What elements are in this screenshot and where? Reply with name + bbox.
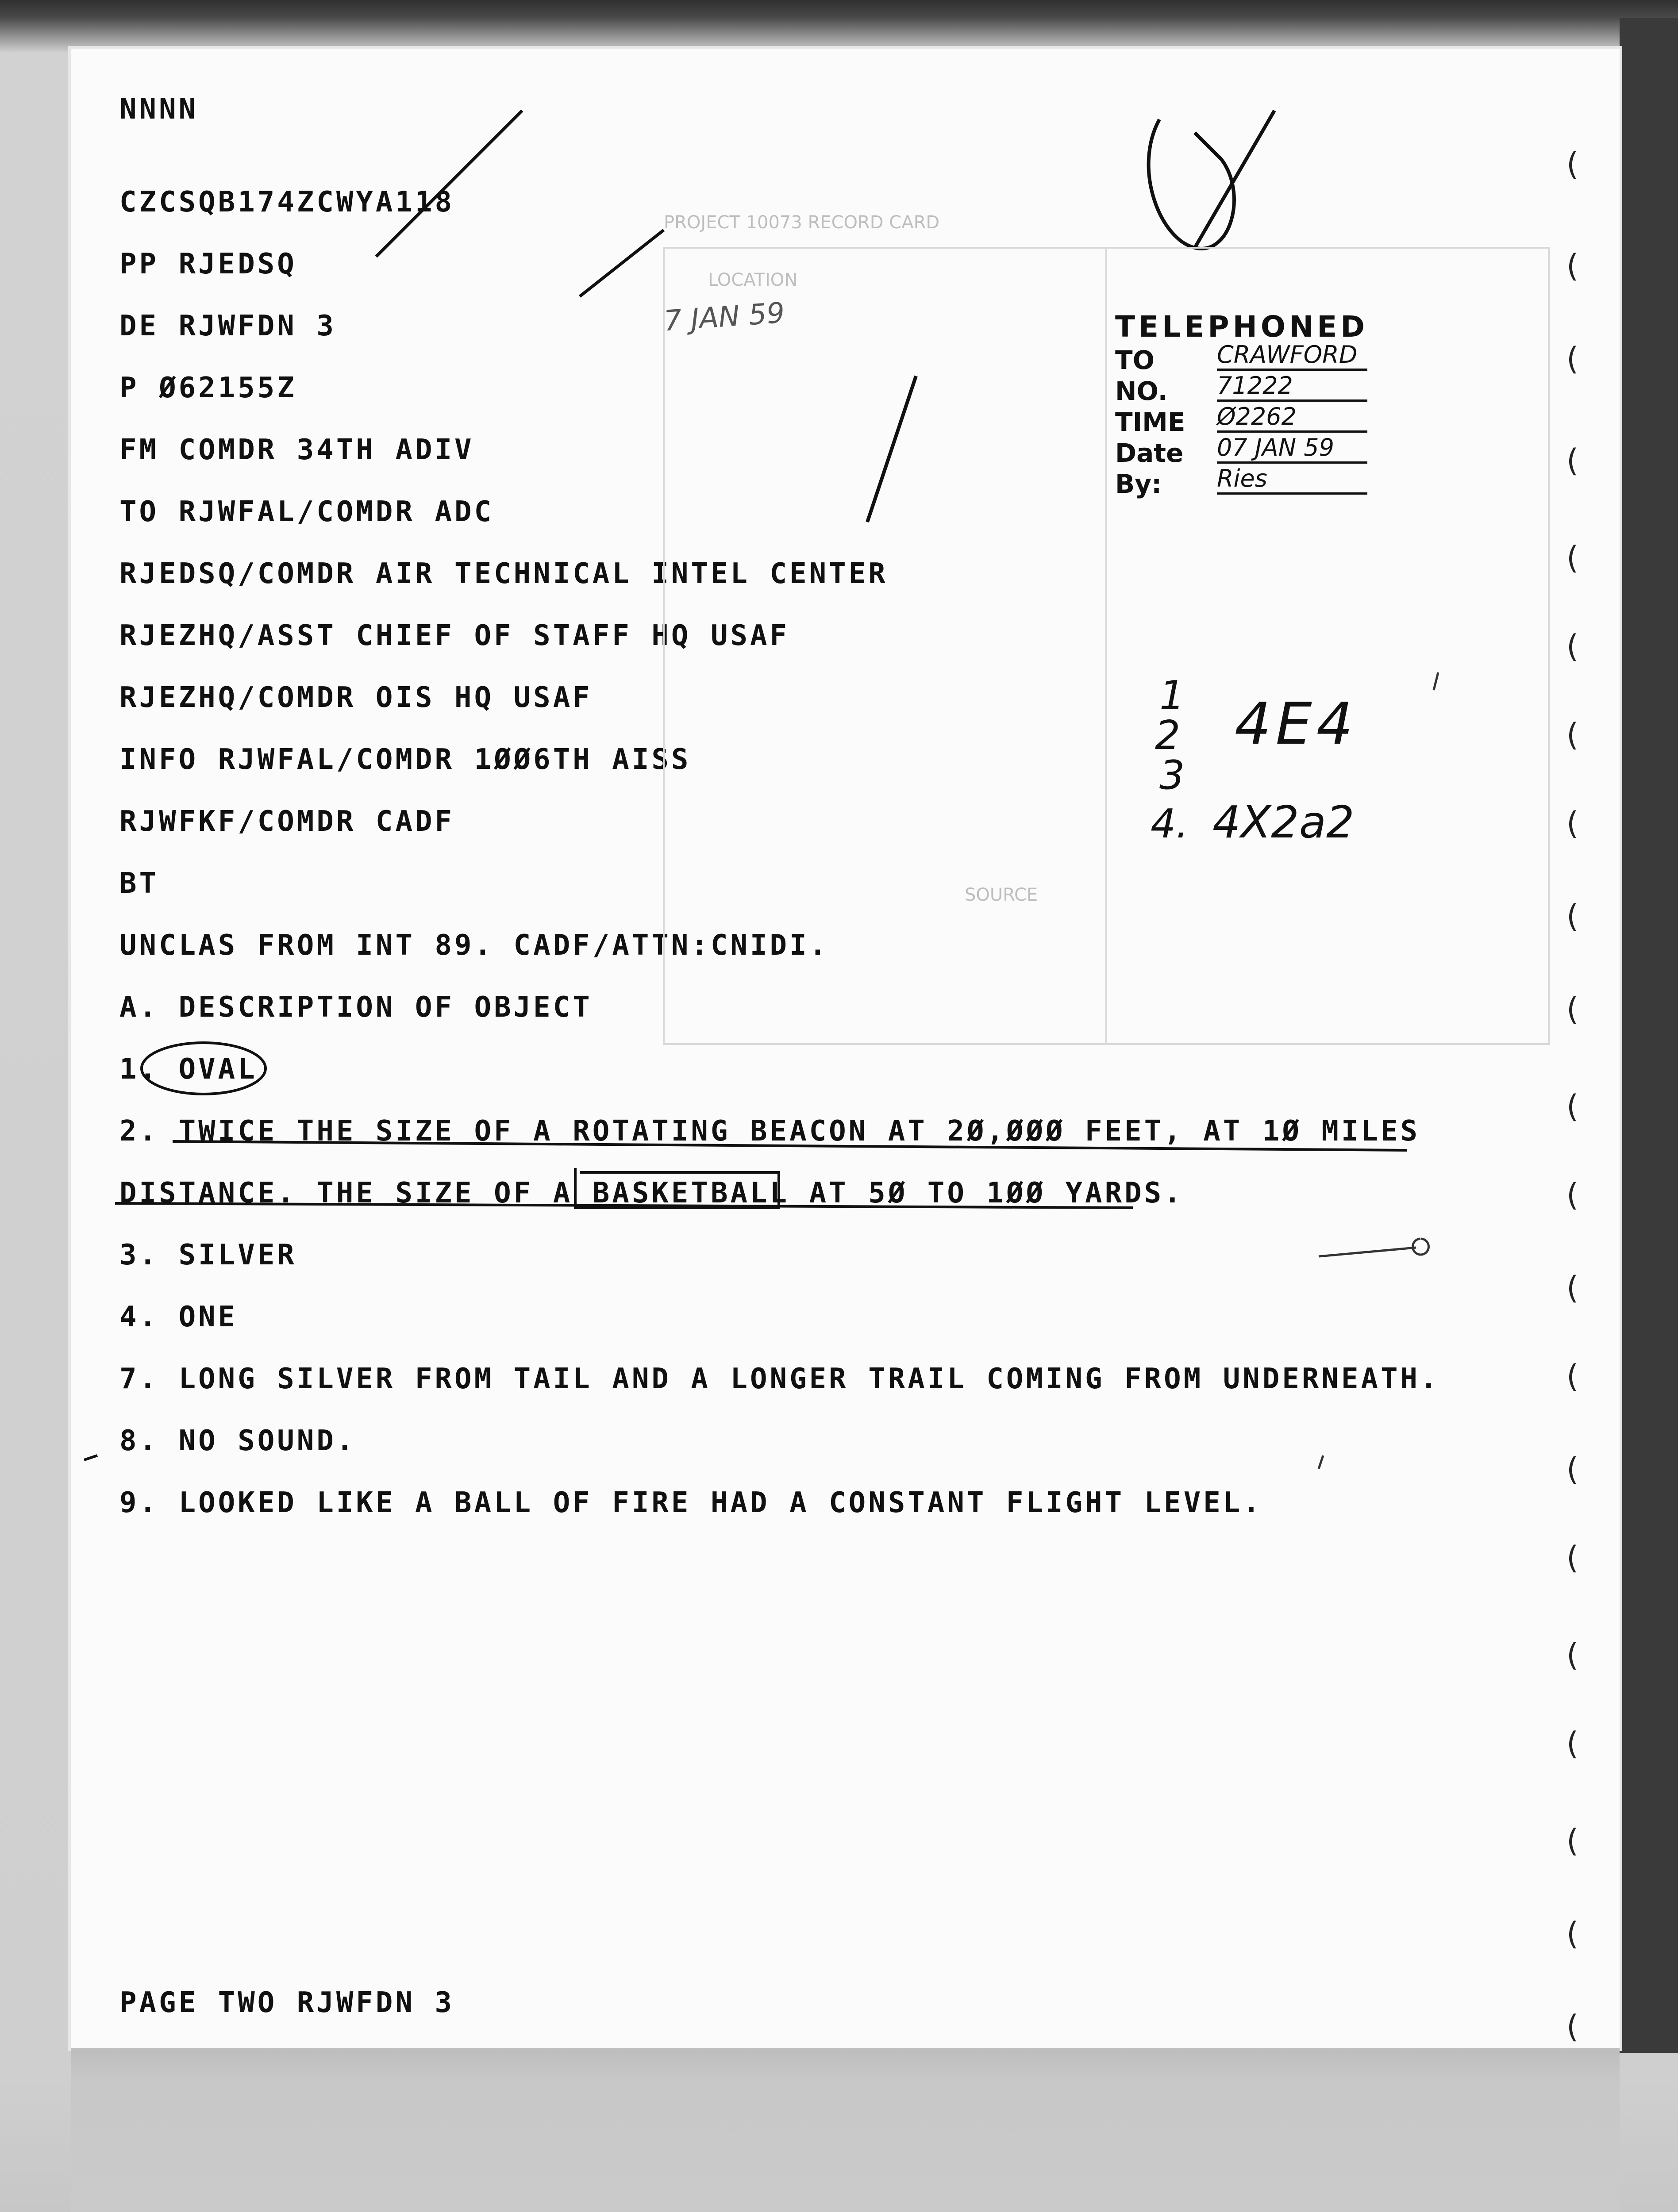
feed-hole: (	[1566, 717, 1579, 753]
feed-hole: (	[1566, 1451, 1579, 1487]
feed-hole: (	[1566, 1725, 1579, 1762]
feed-hole: (	[1566, 1637, 1579, 1673]
feed-hole: (	[1566, 146, 1579, 182]
feed-hole: (	[1566, 1088, 1579, 1125]
feed-hole: (	[1566, 805, 1579, 841]
handwritten-note-3: 3	[1159, 752, 1185, 799]
section-heading: A. DESCRIPTION OF OBJECT	[119, 991, 593, 1024]
feed-hole: (	[1566, 1823, 1579, 1859]
stamp-time-value: Ø2262	[1217, 403, 1367, 433]
feed-hole: (	[1566, 248, 1579, 284]
stamp-time-label: TIME	[1115, 407, 1185, 437]
bleed-through-text: SOURCE	[965, 885, 1038, 905]
feed-hole: (	[1566, 1540, 1579, 1576]
feed-hole: (	[1566, 540, 1579, 576]
handwritten-code-2: 4X2a2	[1212, 796, 1355, 848]
feed-hole: (	[1566, 1177, 1579, 1213]
bleed-through-text: LOCATION	[708, 270, 798, 290]
feed-hole: (	[1566, 341, 1579, 377]
header-line-5: P Ø62155Z	[119, 372, 297, 404]
item-8: 8. NO SOUND.	[119, 1425, 356, 1457]
header-line-1: NNNN	[119, 93, 199, 126]
item-3: 3. SILVER	[119, 1239, 297, 1271]
handwritten-note-2: 2	[1155, 712, 1181, 759]
stamp-title: TELEPHONED	[1115, 310, 1369, 344]
feed-hole: (	[1566, 442, 1579, 479]
to-line: TO RJWFAL/COMDR ADC	[119, 495, 494, 528]
feed-hole: (	[1566, 898, 1579, 934]
addressee-line-2: RJEZHQ/ASST CHIEF OF STAFF HQ USAF	[119, 619, 790, 652]
bleed-through-text: PROJECT 10073 RECORD CARD	[664, 212, 940, 233]
stamp-to-label: TO	[1115, 345, 1155, 375]
feed-hole: (	[1566, 1358, 1579, 1394]
stamp-no-value: 71222	[1217, 372, 1367, 402]
item-9: 9. LOOKED LIKE A BALL OF FIRE HAD A CONSTANT FLIGHT LEVEL.	[119, 1486, 1262, 1519]
header-line-4: DE RJWFDN 3	[119, 310, 336, 342]
tractor-feed-marks	[1558, 0, 1602, 2079]
stamp-by-label: By:	[1115, 469, 1162, 499]
item-2-continued: DISTANCE. THE SIZE OF A BASKETBALL AT 5Ø TO 1ØØ YARDS.	[119, 1177, 1184, 1210]
stamp-by-value: Ries	[1217, 465, 1367, 495]
stamp-to-value: CRAWFORD	[1217, 341, 1367, 371]
header-line-2: CZCSQB174ZCWYA118	[119, 186, 455, 219]
addressee-line-3: RJEZHQ/COMDR OIS HQ USAF	[119, 681, 593, 714]
stamp-no-label: NO.	[1115, 376, 1168, 406]
unclas-line: UNCLAS FROM INT 89. CADF/ATTN:CNIDI.	[119, 929, 829, 962]
handwritten-note-4: 4.	[1151, 801, 1189, 847]
handwritten-note-1: 1	[1159, 672, 1185, 719]
page-footer: PAGE TWO RJWFDN 3	[119, 1986, 455, 2019]
item-7: 7. LONG SILVER FROM TAIL AND A LONGER TRAIL COMING FROM UNDERNEATH.	[119, 1363, 1440, 1395]
addressee-line-1: RJEDSQ/COMDR AIR TECHNICAL INTEL CENTER	[119, 557, 888, 590]
item-2: 2. TWICE THE SIZE OF A ROTATING BEACON AT 2Ø,ØØØ FEET, AT 1Ø MILES	[119, 1115, 1420, 1148]
info-line-2: RJWFKF/COMDR CADF	[119, 805, 455, 838]
feed-hole: (	[1566, 991, 1579, 1027]
handwritten-code-1: 4E4	[1235, 690, 1358, 757]
stamp-date-value: 07 JAN 59	[1217, 434, 1367, 464]
feed-hole: (	[1566, 1916, 1579, 1952]
stamp-date-label: Date	[1115, 438, 1184, 468]
from-line: FM COMDR 34TH ADIV	[119, 434, 474, 466]
info-line-1: INFO RJWFAL/COMDR 1ØØ6TH AISS	[119, 743, 691, 776]
header-line-3: PP RJEDSQ	[119, 248, 297, 280]
feed-hole: (	[1566, 2008, 1579, 2045]
feed-hole: (	[1566, 628, 1579, 664]
handwritten-date-stamp: 7 JAN 59	[662, 296, 786, 338]
feed-hole: (	[1566, 1270, 1579, 1306]
item-1: 1. OVAL	[119, 1053, 258, 1086]
bt-line: BT	[119, 867, 159, 900]
item-4: 4. ONE	[119, 1301, 238, 1333]
